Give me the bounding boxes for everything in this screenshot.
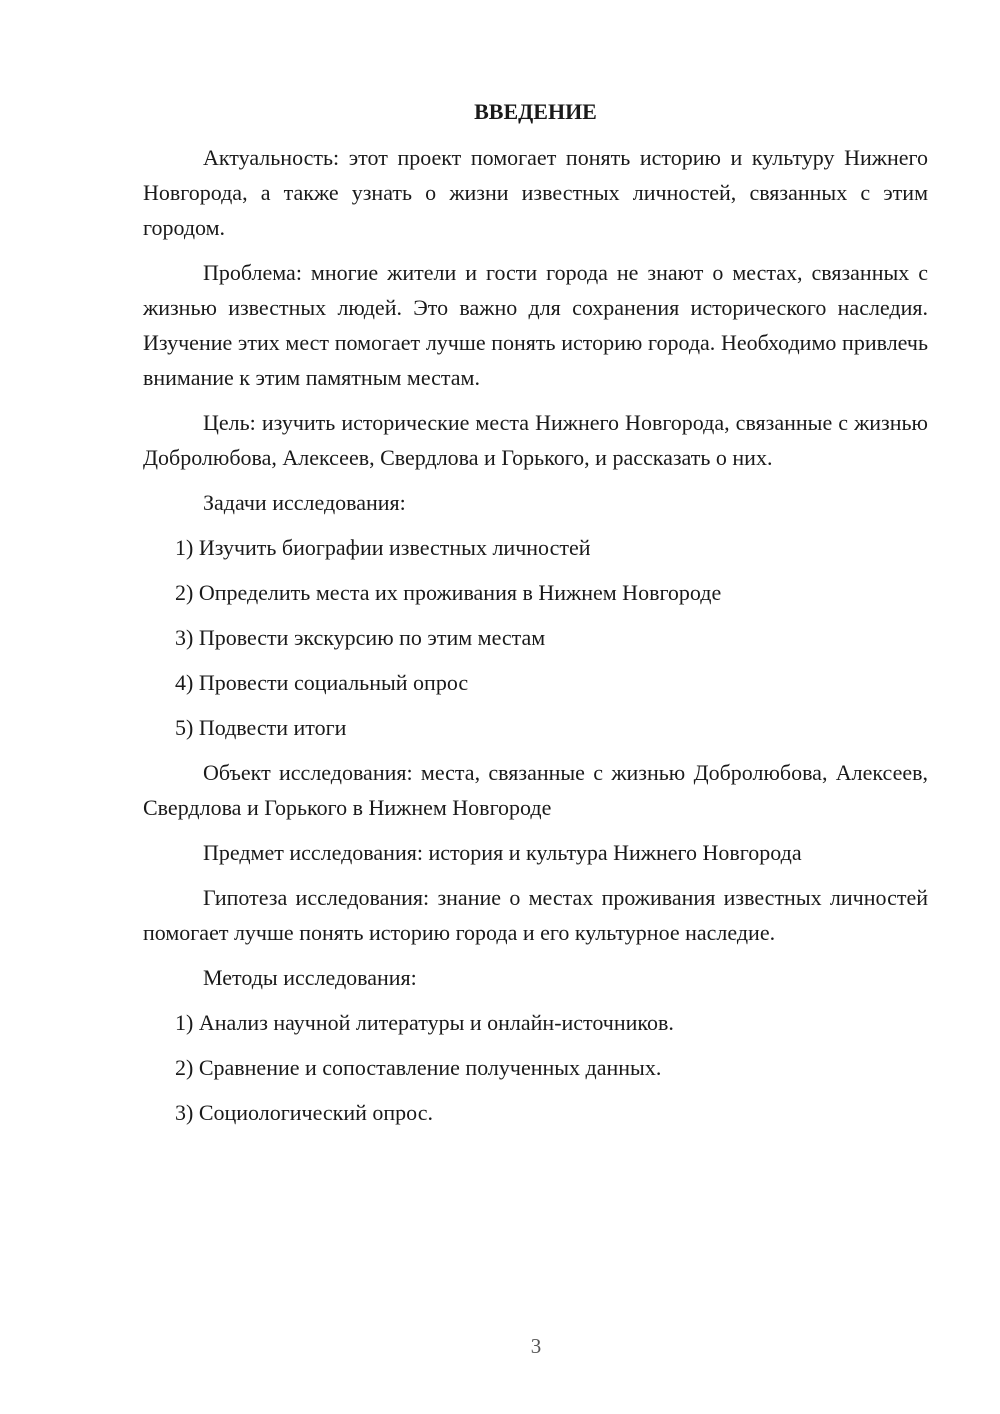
task-item: 5) Подвести итоги (175, 715, 347, 740)
subject-paragraph: Предмет исследования: история и культура Нижнего Новгорода (203, 840, 802, 865)
method-item: 1) Анализ научной литературы и онлайн-источников. (175, 1010, 674, 1035)
hypothesis-paragraph: Гипотеза исследования: знание о местах проживания известных личностей помогает лучше понять историю города и его культурное наследие. (143, 885, 928, 945)
task-item: 1) Изучить биографии известных личностей (175, 535, 591, 560)
page-content (143, 94, 928, 1140)
task-item: 2) Определить места их проживания в Нижнем Новгороде (175, 580, 722, 605)
relevance-paragraph: Актуальность: этот проект помогает понять историю и культуру Нижнего Новгорода, а также узнать о жизни известных личностей, связанных с этим городом. (143, 145, 928, 240)
task-item: 4) Провести социальный опрос (175, 670, 469, 695)
methods-heading: Методы исследования: (203, 965, 417, 990)
object-paragraph: Объект исследования: места, связанные с жизнью Добролюбова, Алексеев, Свердлова и Горького в Нижнем Новгороде (143, 760, 928, 820)
problem-paragraph: Проблема: многие жители и гости города не знают о местах, связанных с жизнью известных людей. Это важно для сохранения исторического наследия. Изучение этих мест помогает лучше понять историю города. Необходимо привлечь внимание к этим памятным местам. (143, 260, 928, 390)
goal-paragraph: Цель: изучить исторические места Нижнего Новгорода, связанные с жизнью Добролюбова, Алексеев, Свердлова и Горького, и рассказать о них. (143, 410, 928, 470)
task-item: 3) Провести экскурсию по этим местам (175, 625, 546, 650)
method-item: 2) Сравнение и сопоставление полученных данных. (175, 1055, 662, 1080)
method-item: 3) Социологический опрос. (175, 1100, 433, 1125)
page-title: ВВЕДЕНИЕ (474, 99, 597, 124)
tasks-heading: Задачи исследования: (203, 490, 406, 515)
page-number: 3 (530, 1334, 542, 1358)
